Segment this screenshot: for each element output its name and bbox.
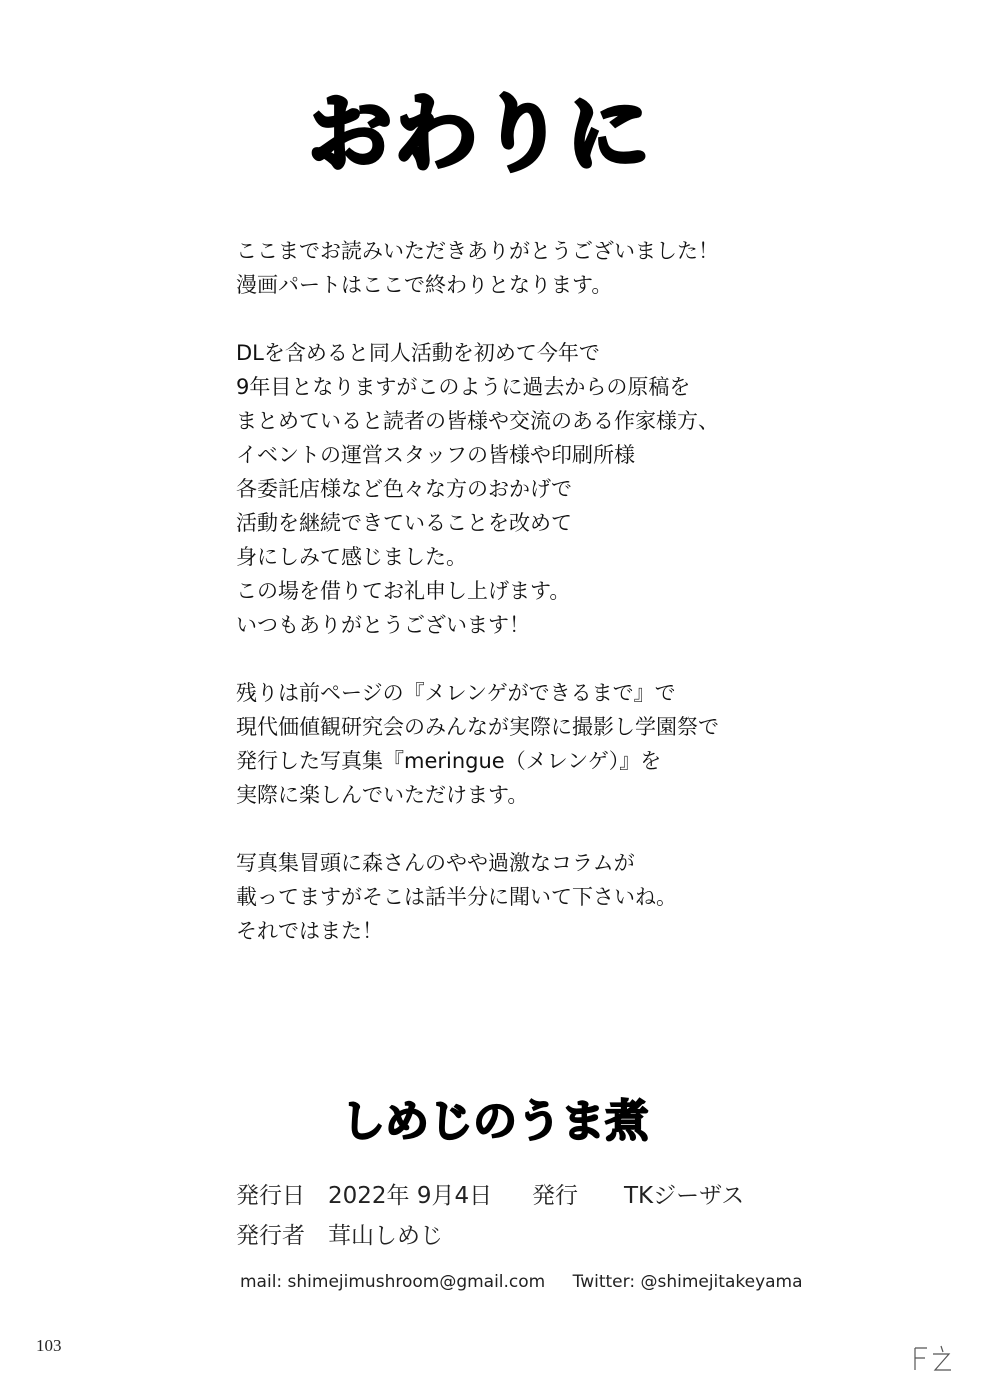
text-line: 9年目となりますがこのように過去からの原稿を — [236, 375, 691, 399]
text-line: 各委託店様など色々な方のおかげで — [236, 477, 572, 501]
text-line: それではまた！ — [236, 919, 383, 943]
text-line: この場を借りてお礼申し上げます。 — [236, 579, 571, 603]
author-label: 発行者 — [236, 1223, 305, 1249]
publisher: TKジーザス — [624, 1183, 745, 1209]
publisher-label: 発行 — [532, 1183, 578, 1209]
issue-date-label: 発行日 — [236, 1183, 305, 1209]
page-number: 103 — [36, 1336, 62, 1355]
text-line: 漫画パートはここで終わりとなります。 — [236, 273, 613, 297]
paragraph-4 — [236, 846, 856, 948]
issue-date: 2022年 9月4日 — [328, 1183, 493, 1209]
paragraph-3 — [236, 676, 856, 812]
circle-name-logo: しめじのうま煮 — [341, 1096, 649, 1147]
text-line: まとめていると読者の皆様や交流のある作家様方、 — [236, 409, 719, 433]
author: 茸山しめじ — [328, 1223, 443, 1249]
text-line: いつもありがとうございます！ — [236, 613, 530, 637]
text-line: イベントの運営スタッフの皆様や印刷所様 — [236, 443, 635, 467]
text-line: 身にしみて感じました。 — [236, 545, 467, 569]
page-heading: おわりに — [307, 85, 652, 183]
text-line: 活動を継続できていることを改めて — [236, 511, 572, 535]
twitter-handle: Twitter: @shimejitakeyama — [572, 1272, 803, 1292]
signature-mark-icon — [905, 1340, 965, 1380]
paragraph-2 — [236, 336, 856, 642]
mail-address: mail: shimejimushroom@gmail.com — [240, 1272, 546, 1292]
afterword-body — [236, 234, 856, 982]
text-line: 発行した写真集『meringue（メレンゲ）』を — [236, 749, 662, 773]
text-line: ここまでお読みいただきありがとうございました！ — [236, 239, 719, 263]
text-line: DLを含めると同人活動を初めて今年で — [236, 341, 600, 365]
contact-info — [240, 1272, 825, 1292]
text-line: 実際に楽しんでいただけます。 — [236, 783, 529, 807]
text-line: 残りは前ページの『メレンゲができるまで』で — [236, 681, 676, 705]
text-line: 現代価値観研究会のみんなが実際に撮影し学園祭で — [236, 715, 719, 739]
text-line: 載ってますがそこは話半分に聞いて下さいね。 — [236, 885, 677, 909]
paragraph-1 — [236, 234, 856, 302]
text-line: 写真集冒頭に森さんのやや過激なコラムが — [236, 851, 635, 875]
